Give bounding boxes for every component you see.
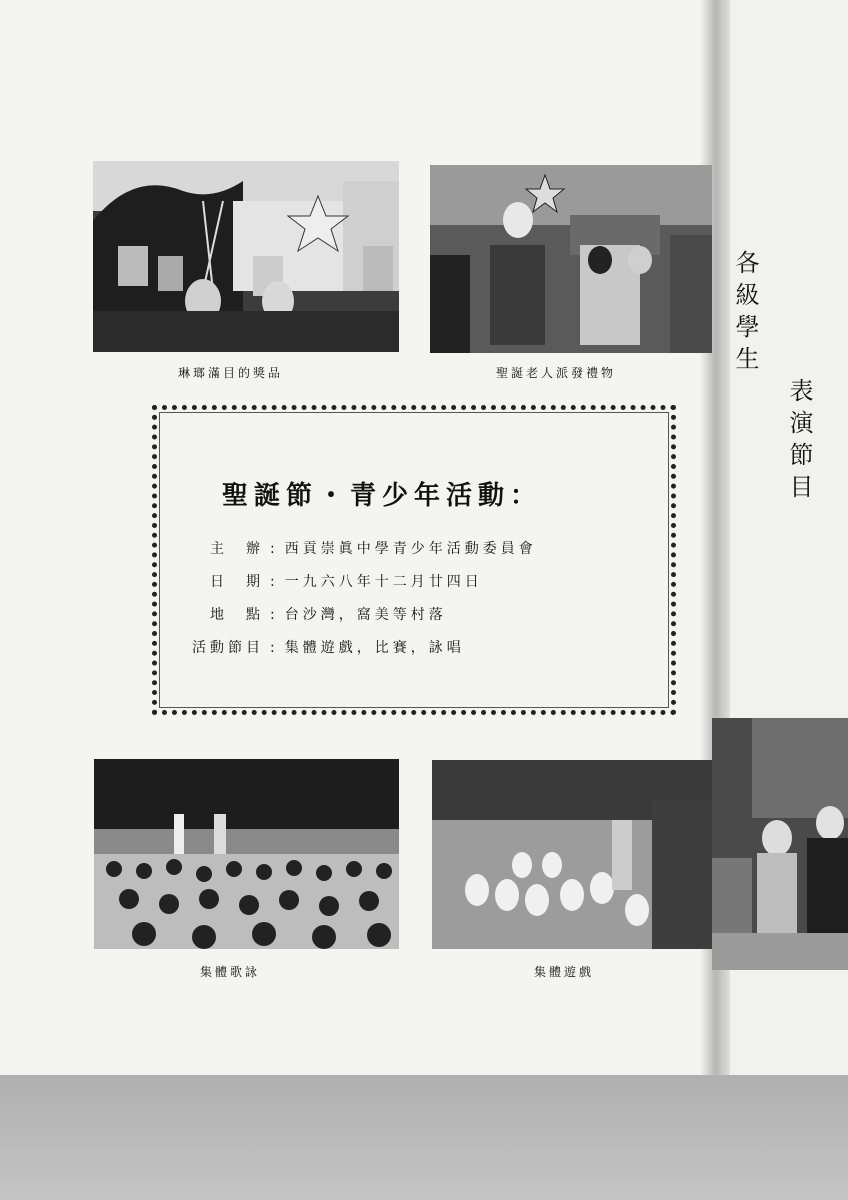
row-colon: : <box>270 574 279 590</box>
photo-santa <box>430 165 712 353</box>
row-colon: : <box>270 607 279 623</box>
caption-santa: 聖誕老人派發禮物 <box>496 366 617 380</box>
scan-background <box>0 1075 848 1200</box>
row-colon: : <box>270 640 279 656</box>
info-row-program <box>192 637 465 657</box>
info-row-organizer <box>192 538 537 558</box>
row-label: 主 辦 <box>210 541 264 557</box>
side-heading-line1: 各級學生 <box>731 250 759 378</box>
row-value: 集體遊戲，比賽，詠唱 <box>284 640 465 656</box>
side-heading-line2: 表演節目 <box>785 378 813 506</box>
announcement-box <box>152 405 676 715</box>
info-row-date <box>192 571 483 591</box>
photo-students-performance <box>712 718 848 970</box>
caption-group-singing: 集體歌詠 <box>200 965 261 979</box>
row-value: 台沙灣，窩美等村落 <box>284 607 447 623</box>
photo-prizes <box>93 161 399 352</box>
announcement-title: 聖誕節・青少年活動： <box>222 481 543 511</box>
row-value: 西貢崇眞中學青少年活動委員會 <box>284 541 537 557</box>
row-label: 活動節目 <box>192 640 264 656</box>
row-label: 日 期 <box>210 574 264 590</box>
info-row-location <box>192 604 447 624</box>
row-label: 地 點 <box>210 607 264 623</box>
photo-group-singing <box>94 759 399 949</box>
photo-group-games <box>432 760 712 949</box>
caption-prizes: 琳瑯滿目的獎品 <box>178 366 284 380</box>
row-colon: : <box>270 541 279 557</box>
caption-group-games: 集體遊戲 <box>534 965 595 979</box>
row-value: 一九六八年十二月廿四日 <box>284 574 483 590</box>
